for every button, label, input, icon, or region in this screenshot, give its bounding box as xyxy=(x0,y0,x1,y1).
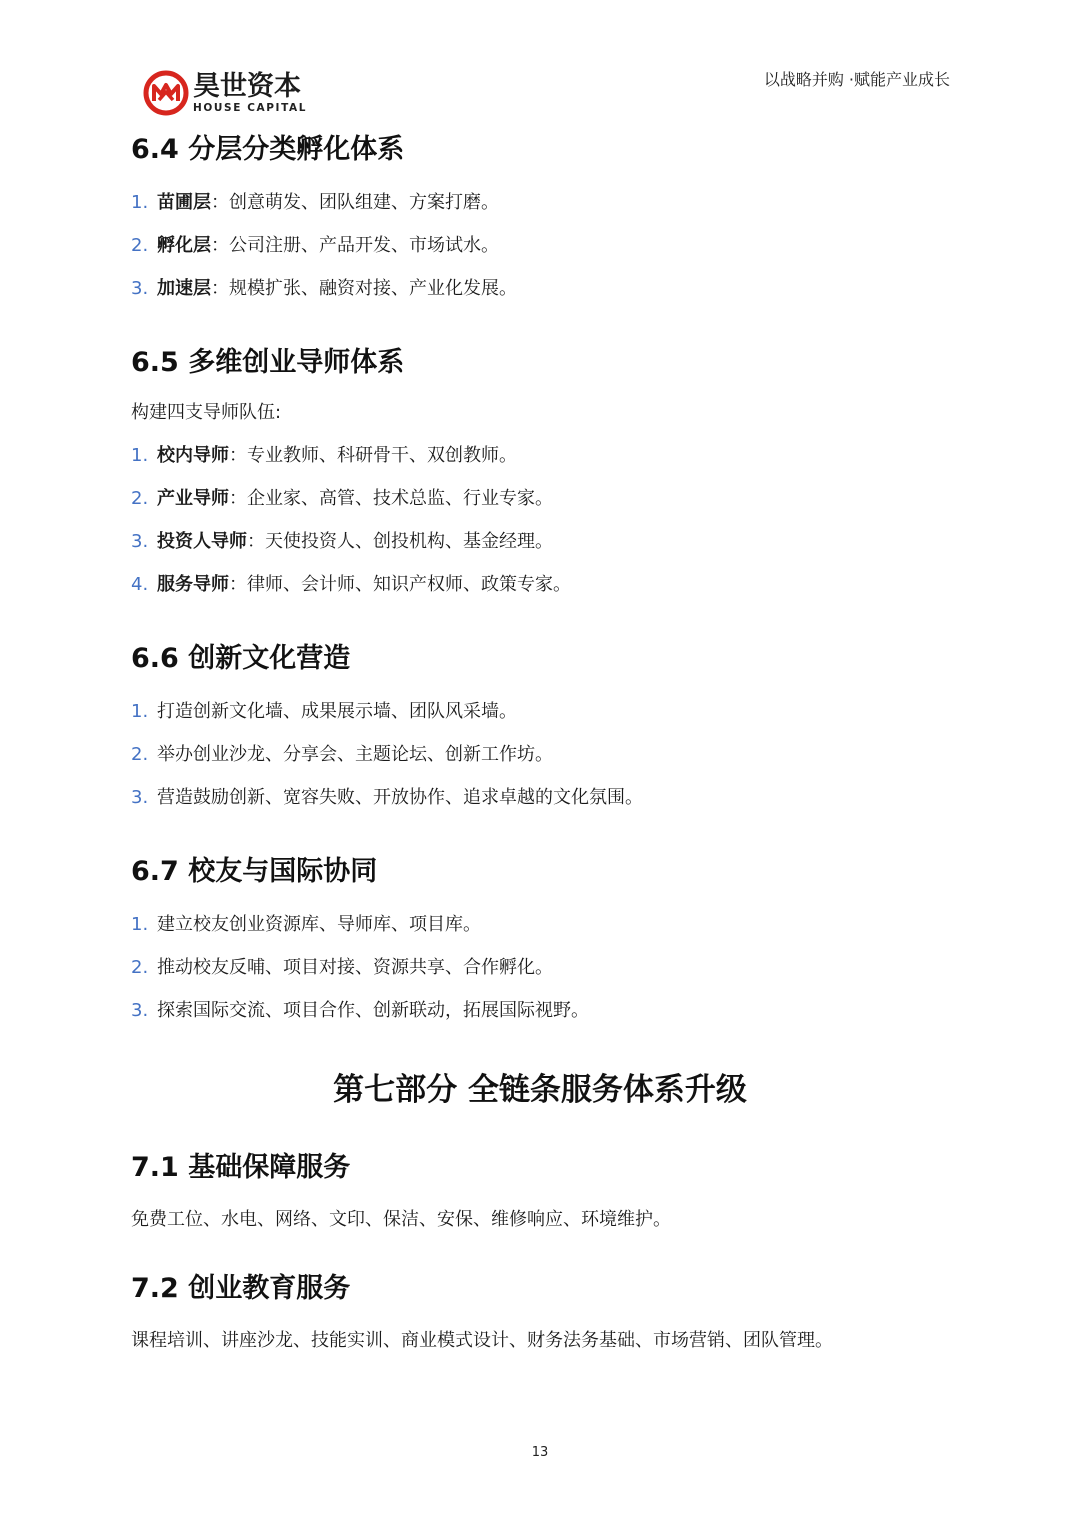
list-item xyxy=(131,190,951,216)
list-item xyxy=(131,955,951,981)
list-number: 2. xyxy=(131,488,149,509)
list-text: 推动校友反哺、项目对接、资源共享、合作孵化。 xyxy=(157,957,553,978)
section-heading-6-5: 6.5 多维创业导师体系 xyxy=(131,347,405,378)
section-heading-6-4: 6.4 分层分类孵化体系 xyxy=(131,134,405,165)
house-capital-logo-icon xyxy=(143,70,189,116)
part-heading-7: 第七部分 全链条服务体系升级 xyxy=(333,1072,747,1108)
list-text: ：专业教师、科研骨干、双创教师。 xyxy=(229,445,517,466)
alumni-international-list xyxy=(131,912,951,1024)
header-slogan: 以战略并购 ·赋能产业成长 xyxy=(763,70,950,89)
list-term: 孵化层 xyxy=(157,235,211,256)
company-logo xyxy=(143,70,307,116)
list-number: 2. xyxy=(131,235,149,256)
list-text: 打造创新文化墙、成果展示墙、团队风采墙。 xyxy=(157,701,517,722)
list-term: 产业导师 xyxy=(157,488,229,509)
list-item xyxy=(131,785,951,811)
list-item xyxy=(131,443,951,469)
section-intro: 构建四支导师队伍: xyxy=(131,402,282,423)
section-heading-6-7: 6.7 校友与国际协同 xyxy=(131,856,378,887)
logo-chinese-name: 昊世资本 xyxy=(193,70,301,102)
list-term: 校内导师 xyxy=(157,445,229,466)
list-item xyxy=(131,742,951,768)
list-item xyxy=(131,998,951,1024)
section-heading-7-1: 7.1 基础保障服务 xyxy=(131,1152,351,1183)
section-heading-7-2: 7.2 创业教育服务 xyxy=(131,1273,351,1304)
list-number: 1. xyxy=(131,192,149,213)
list-text: ：律师、会计师、知识产权师、政策专家。 xyxy=(229,574,571,595)
mentor-teams-list xyxy=(131,443,951,598)
list-number: 4. xyxy=(131,574,149,595)
list-text: 举办创业沙龙、分享会、主题论坛、创新工作坊。 xyxy=(157,744,553,765)
logo-english-name: HOUSE CAPITAL xyxy=(193,101,308,114)
incubation-layers-list xyxy=(131,190,951,302)
list-number: 1. xyxy=(131,445,149,466)
list-item xyxy=(131,529,951,555)
page-number: 13 xyxy=(531,1445,549,1460)
section-text: 课程培训、讲座沙龙、技能实训、商业模式设计、财务法务基础、市场营销、团队管理。 xyxy=(131,1330,833,1351)
list-text: 营造鼓励创新、宽容失败、开放协作、追求卓越的文化氛围。 xyxy=(157,787,643,808)
list-item xyxy=(131,699,951,725)
list-text: ：企业家、高管、技术总监、行业专家。 xyxy=(229,488,553,509)
list-item xyxy=(131,572,951,598)
list-term: 加速层 xyxy=(157,278,211,299)
list-item xyxy=(131,233,951,259)
list-text: 建立校友创业资源库、导师库、项目库。 xyxy=(157,914,481,935)
list-text: ：公司注册、产品开发、市场试水。 xyxy=(211,235,499,256)
innovation-culture-list xyxy=(131,699,951,811)
list-term: 服务导师 xyxy=(157,574,229,595)
list-number: 1. xyxy=(131,701,149,722)
list-text: ：创意萌发、团队组建、方案打磨。 xyxy=(211,192,499,213)
list-term: 苗圃层 xyxy=(157,192,211,213)
list-text: 探索国际交流、项目合作、创新联动，拓展国际视野。 xyxy=(157,1000,589,1021)
list-item xyxy=(131,912,951,938)
list-number: 3. xyxy=(131,278,149,299)
document-body xyxy=(131,130,951,1354)
list-number: 3. xyxy=(131,787,149,808)
list-number: 3. xyxy=(131,531,149,552)
list-number: 2. xyxy=(131,957,149,978)
section-heading-6-6: 6.6 创新文化营造 xyxy=(131,643,351,674)
list-number: 3. xyxy=(131,1000,149,1021)
list-text: ：天使投资人、创投机构、基金经理。 xyxy=(247,531,553,552)
list-number: 1. xyxy=(131,914,149,935)
section-text: 免费工位、水电、网络、文印、保洁、安保、维修响应、环境维护。 xyxy=(131,1209,671,1230)
list-text: ：规模扩张、融资对接、产业化发展。 xyxy=(211,278,517,299)
list-item xyxy=(131,486,951,512)
list-term: 投资人导师 xyxy=(157,531,247,552)
list-number: 2. xyxy=(131,744,149,765)
list-item xyxy=(131,276,951,302)
